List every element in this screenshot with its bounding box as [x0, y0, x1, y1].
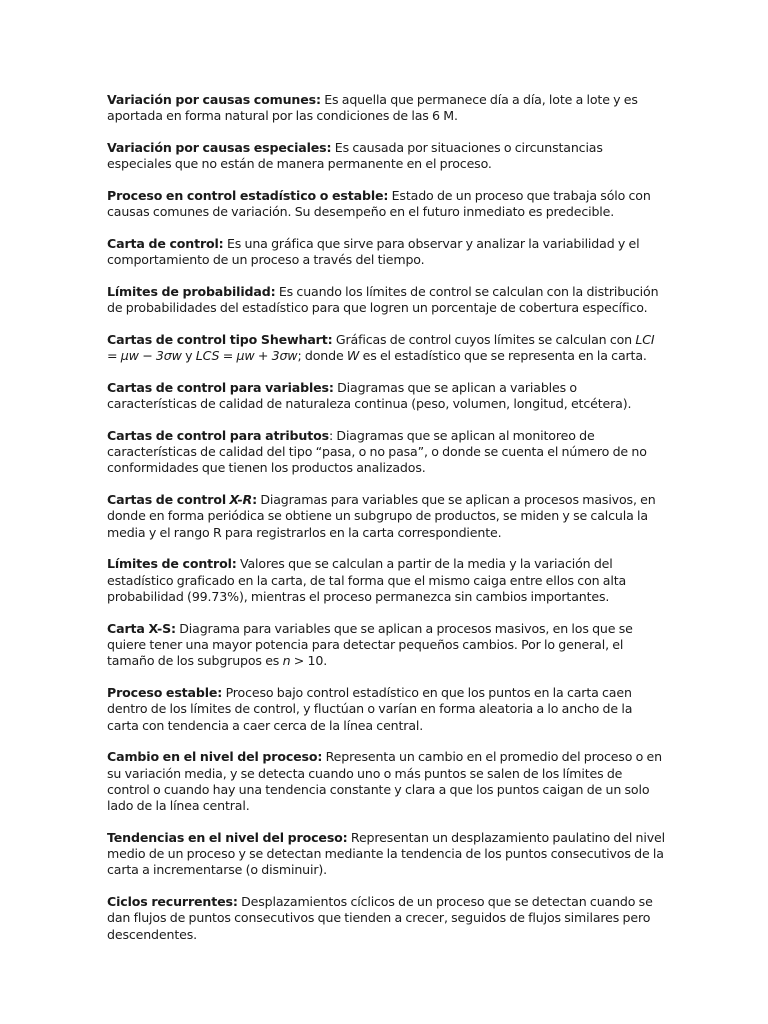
entry-definition: Diagramas para variables que se aplican a procesos masivos, en donde en forma periódica se obtiene un subgrupo de productos, se miden y se calcula la media y el rango R para registrarlos en la carta correspondiente.	[107, 492, 656, 540]
entry-definition: Representan un desplazamiento paulatino del nivel medio de un proceso y se detectan mediante la tendencia de los puntos consecutivos de la carta a incrementarse (o disminuir).	[107, 829, 665, 878]
entry-term: Cambio en el nivel del proceso:	[107, 749, 323, 765]
entry-definition: Valores que se calculan a partir de la media y la variación del estadístico graficado en la carta, de tal forma que el mismo caiga entre ellos con alta probabilidad (99.73%), mientras el proceso permanezca sin cambios importantes.	[107, 556, 627, 605]
entry-definition: Diagramas que se aplican a variables o características de calidad de naturaleza continua (peso, volumen, longitud, etcétera).	[107, 379, 632, 412]
entry-definition: : Diagramas que se aplican al monitoreo de características de calidad del tipo “pasa, o no pasa”, o donde se cuenta el número de no conformidades que tienen los productos analizados.	[107, 427, 647, 476]
entry-definition: Proceso bajo control estadístico en que los puntos en la carta caen dentro de los límites de control, y fluctúan o varían en forma aleatoria a lo ancho de la carta con tendencia a caer cerca de la línea central.	[107, 685, 633, 733]
entry-definition: Es aquella que permanece día a día, lote a lote y es aportada en forma natural por las condiciones de las 6 M.	[107, 92, 638, 124]
lcs-formula: LCS = μw + 3σw	[195, 348, 298, 364]
entry-term-math: X-R	[229, 492, 253, 508]
entry-definition: Es causada por situaciones o circunstancias especiales que no están de manera permanente en el proceso.	[107, 139, 603, 172]
entry-definition: ; donde	[297, 348, 344, 364]
glossary-entry	[107, 332, 665, 365]
entry-term: Carta X-S:	[107, 620, 176, 636]
glossary-entry	[107, 830, 665, 879]
entry-term: Variación por causas especiales:	[107, 139, 332, 155]
glossary-entry	[107, 894, 665, 943]
entry-term: Ciclos recurrentes:	[107, 894, 238, 910]
glossary-entry	[107, 92, 665, 125]
entry-definition: Representa un cambio en el promedio del proceso o en su variación media, y se detecta cuando uno o más puntos se salen de los límites de control o cuando hay una tendencia constante y clara a que los puntos caigan de un solo lado de la línea central.	[107, 749, 662, 814]
entry-term: Cartas de control para variables:	[107, 379, 334, 395]
entry-definition: > 10.	[293, 653, 328, 669]
subgroup-size-symbol: n	[282, 653, 291, 669]
glossary-entry	[107, 428, 665, 477]
glossary-entry	[107, 284, 665, 317]
glossary-entry	[107, 749, 665, 814]
entry-term: Proceso estable:	[107, 685, 223, 701]
glossary-document	[107, 92, 665, 958]
glossary-entry	[107, 236, 665, 269]
entry-term: Cartas de control	[107, 492, 227, 508]
entry-definition: Es una gráfica que sirve para observar y analizar la variabilidad y el comportamiento de un proceso a través del tiempo.	[107, 235, 640, 268]
entry-term: Variación por causas comunes:	[107, 92, 321, 107]
entry-term: :	[252, 492, 257, 508]
entry-definition: Estado de un proceso que trabaja sólo con causas comunes de variación. Su desempeño en el futuro inmediato es predecible.	[107, 187, 651, 220]
entry-term: Cartas de control para atributos	[107, 427, 329, 443]
glossary-entry	[107, 556, 665, 605]
glossary-entry	[107, 492, 665, 541]
glossary-entry	[107, 140, 665, 173]
glossary-entry	[107, 621, 665, 670]
entry-term: Tendencias en el nivel del proceso:	[107, 829, 348, 845]
lci-formula: LCI = μw − 3σw	[107, 331, 655, 364]
entry-definition: Gráficas de control cuyos límites se calculan con	[335, 331, 633, 347]
glossary-entry	[107, 380, 665, 413]
glossary-entry	[107, 188, 665, 221]
entry-definition: Diagrama para variables que se aplican a procesos masivos, en los que se quiere tener una mayor potencia para detectar pequeños cambios. Por lo general, el tamaño de los subgrupos es	[107, 620, 633, 669]
glossary-entry	[107, 685, 665, 734]
entry-term: Límites de control:	[107, 556, 237, 572]
entry-term: Límites de probabilidad:	[107, 283, 276, 299]
entry-definition: Desplazamientos cíclicos de un proceso que se detectan cuando se dan flujos de puntos consecutivos que tienden a crecer, seguidos de flujos similares pero descendentes.	[107, 894, 653, 942]
entry-term: Cartas de control tipo Shewhart:	[107, 331, 333, 347]
entry-term: Proceso en control estadístico o estable:	[107, 187, 389, 203]
entry-term: Carta de control:	[107, 235, 224, 251]
entry-definition: Es cuando los límites de control se calculan con la distribución de probabilidades del estadístico para que logren un porcentaje de cobertura específico.	[107, 283, 659, 316]
entry-definition: y	[185, 348, 193, 364]
statistic-symbol: W	[346, 348, 360, 364]
entry-definition: es el estadístico que se representa en la carta.	[362, 348, 647, 364]
